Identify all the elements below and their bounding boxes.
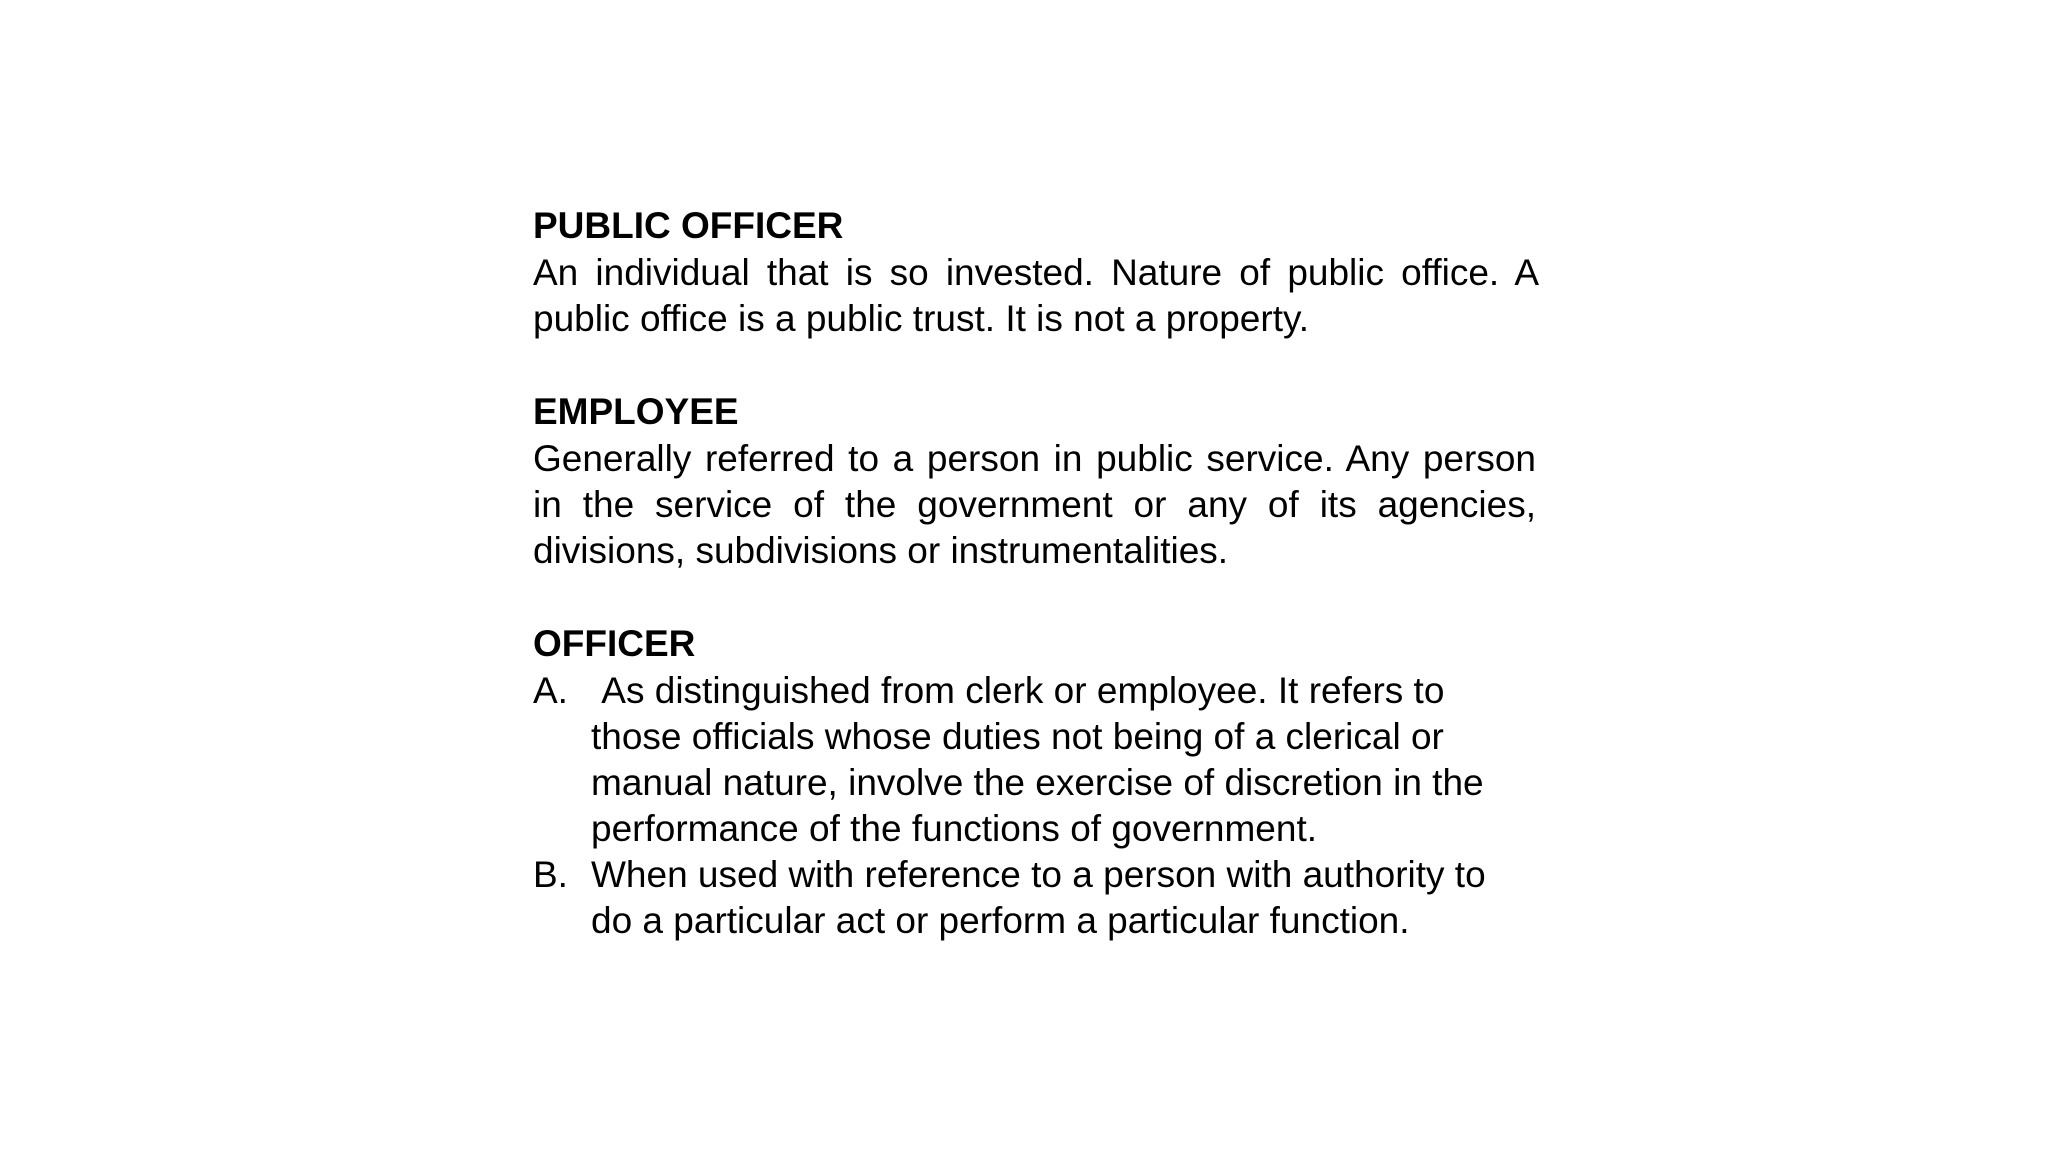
list-item-text: As distinguished from clerk or employee. It refers to those officials whose duties not being of a clerical or manual nature, involve the exercise of discretion in the performance of the functions of government. — [591, 670, 1494, 849]
officer-definition-list — [533, 668, 1539, 944]
public-officer-definition: An individual that is so invested. Nature of public office. A public office is a public trust. It is not a property. — [533, 252, 1539, 339]
list-marker: A. — [533, 670, 568, 711]
list-item — [533, 852, 1533, 944]
list-item — [533, 668, 1533, 852]
list-marker: B. — [533, 854, 568, 895]
section-spacer — [533, 342, 1539, 388]
slide-content — [533, 202, 1539, 944]
public-officer-heading: PUBLIC OFFICER — [533, 205, 844, 246]
list-item-text: When used with reference to a person with authority to do a particular act or perform a particular function. — [591, 854, 1486, 941]
employee-definition: Generally referred to a person in public service. Any person in the service of the government or any of its agencies, divisions, subdivisions or instrumentalities. — [533, 438, 1536, 571]
employee-heading: EMPLOYEE — [533, 391, 739, 432]
section-spacer — [533, 574, 1539, 620]
officer-heading: OFFICER — [533, 623, 696, 664]
